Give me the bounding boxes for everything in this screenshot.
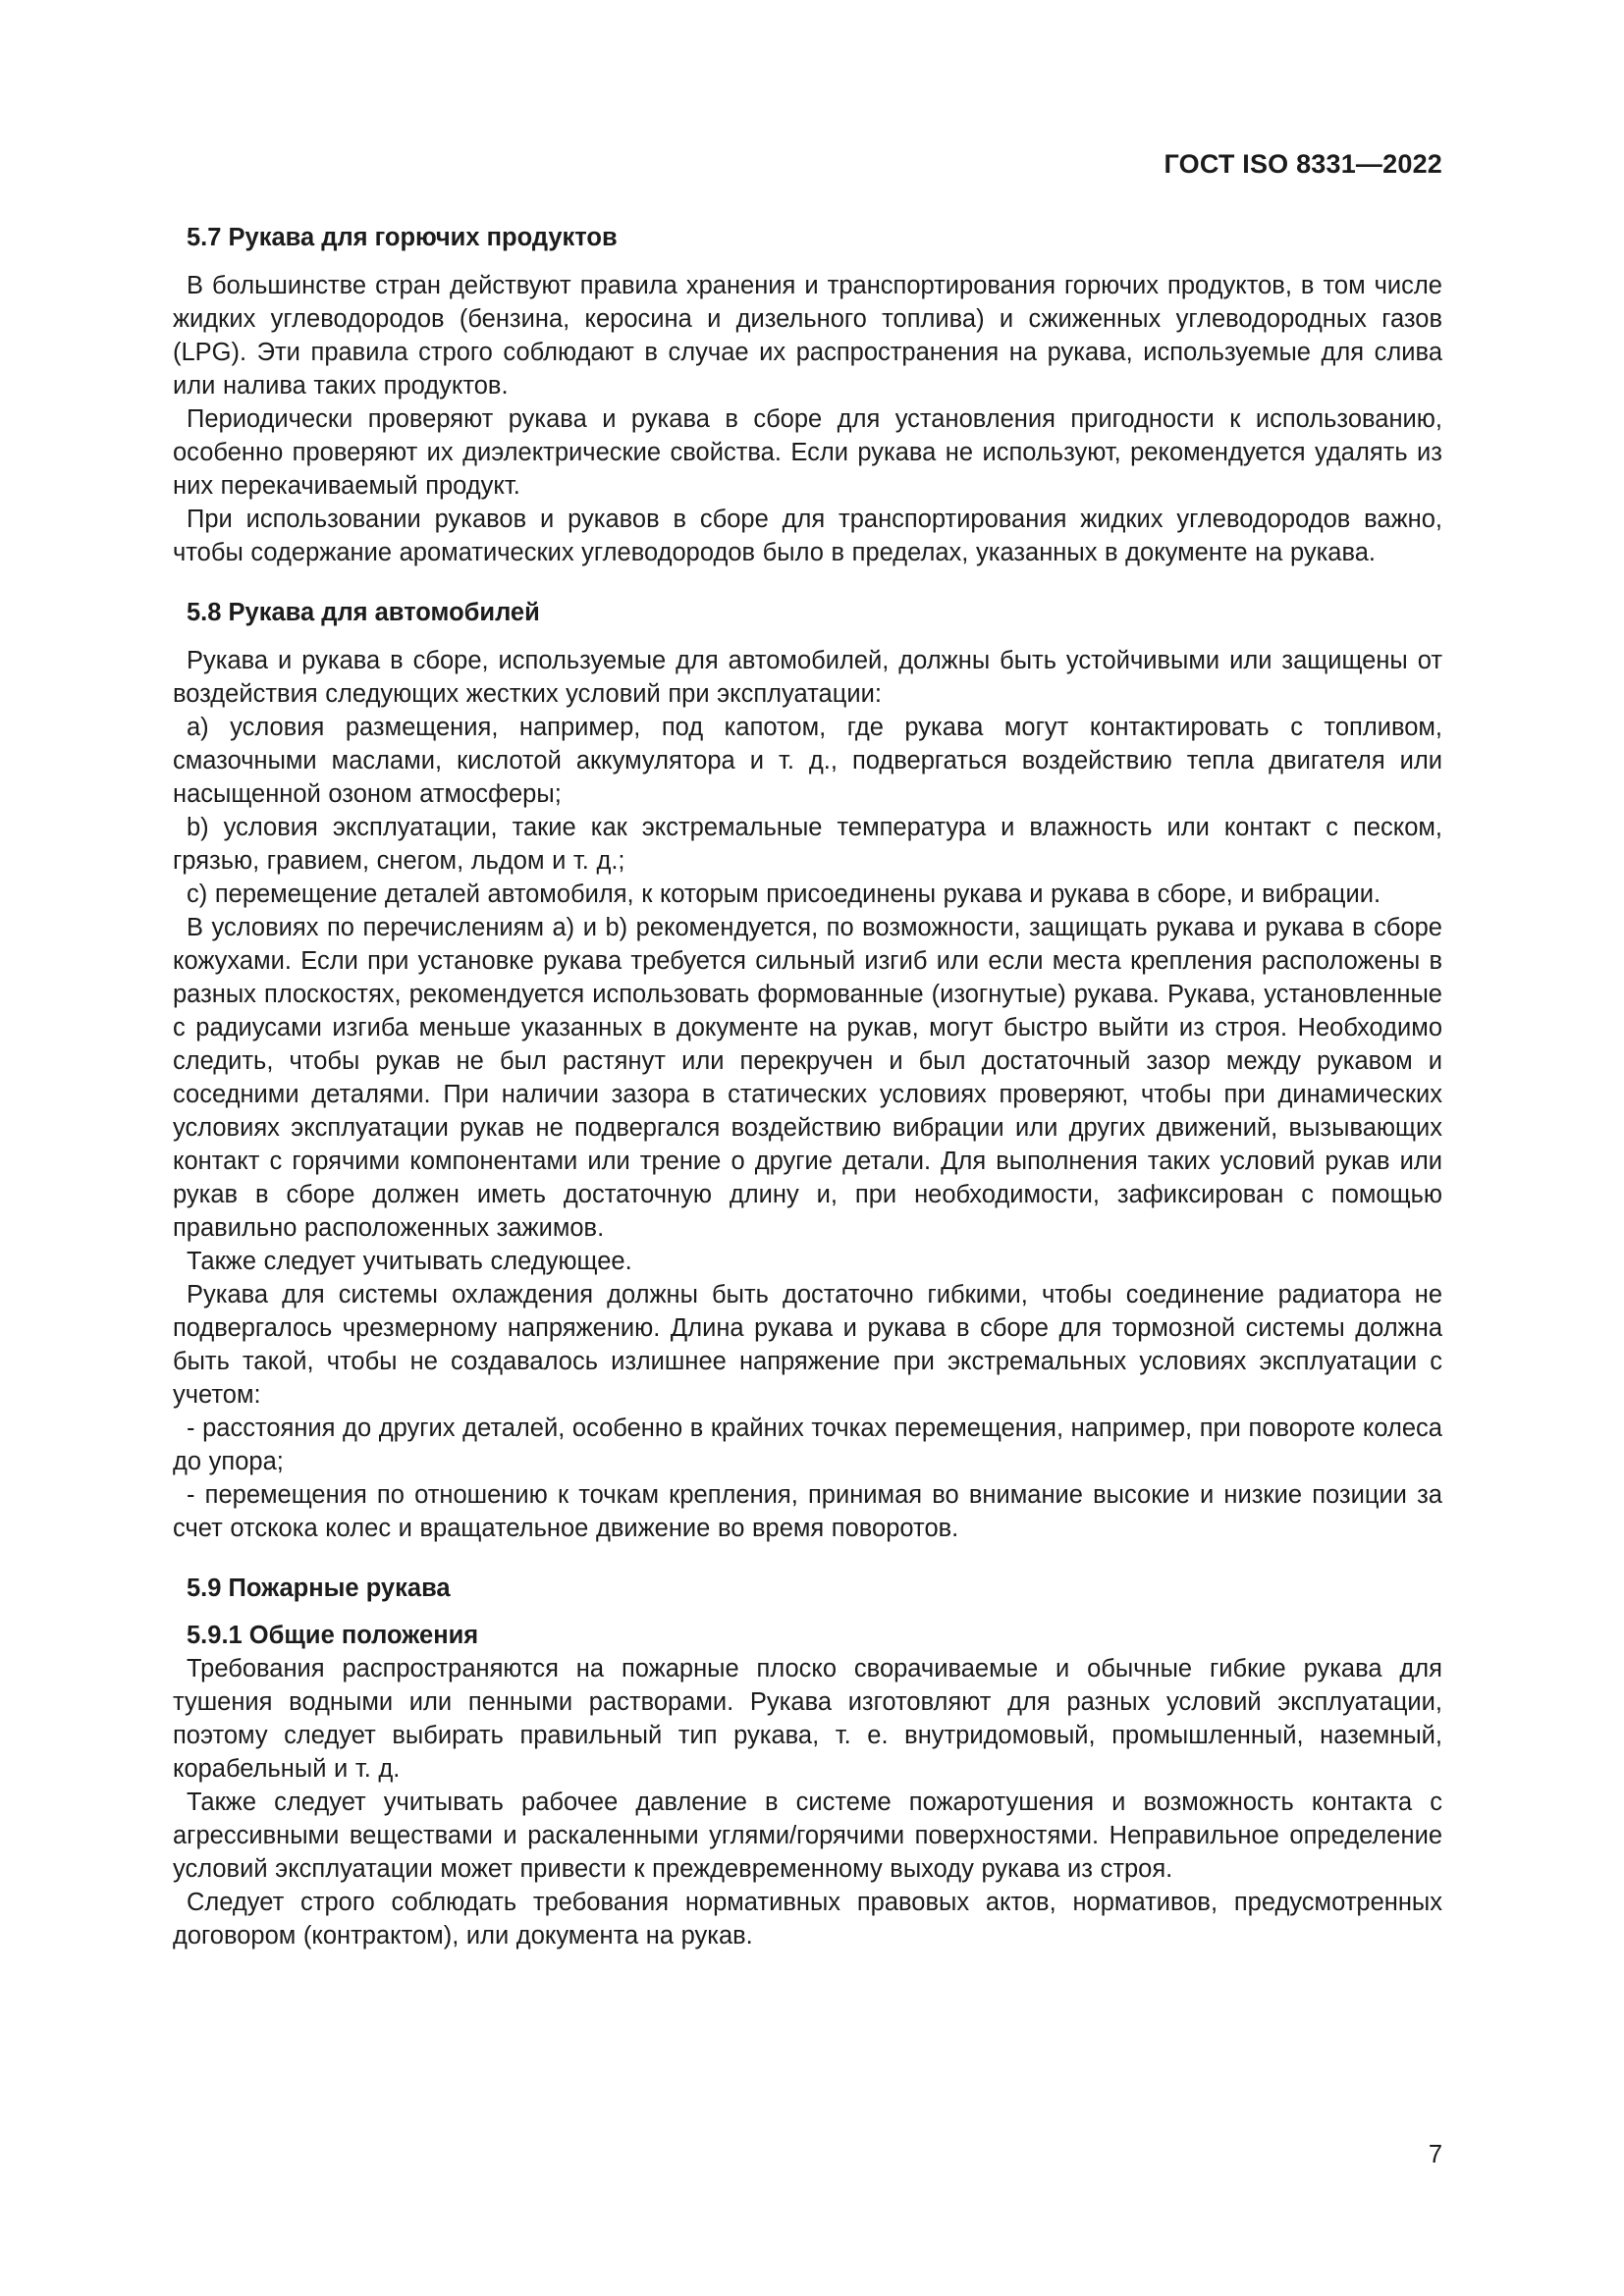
page-content: [173, 221, 1442, 1952]
subsection-heading-5-9-1: 5.9.1 Общие положения: [187, 1622, 479, 1649]
list-item: - расстояния до других деталей, особенно в крайних точках перемещения, например, при повороте колеса до упора;: [173, 1415, 1442, 1475]
section-heading-5-8: 5.8 Рукава для автомобилей: [187, 599, 540, 626]
paragraph: Требования распространяются на пожарные плоско сворачиваемые и обычные гибкие рукава для тушения водными или пенными растворами. Рукава изготовляют для разных условий эксплуатации, поэтому следует выбирать правильный тип рукава, т. е. внутридомовый, промышленный, наземный, корабельный и т. д.: [173, 1655, 1442, 1783]
list-item: b) условия эксплуатации, такие как экстремальные температура и влажность или контакт с песком, грязью, гравием, снегом, льдом и т. д.;: [173, 814, 1442, 875]
list-item: a) условия размещения, например, под капотом, где рукава могут контактировать с топливом, смазочными маслами, кислотой аккумулятора и т. д., подвергаться воздействию тепла двигателя или насыщенной озоном атмосферы;: [173, 714, 1442, 808]
paragraph: Рукава и рукава в сборе, используемые для автомобилей, должны быть устойчивыми или защищены от воздействия следующих жестких условий при эксплуатации:: [173, 647, 1442, 708]
paragraph: Также следует учитывать следующее.: [187, 1248, 632, 1275]
paragraph: Периодически проверяют рукава и рукава в сборе для установления пригодности к использованию, особенно проверяют их диэлектрические свойства. Если рукава не используют, рекомендуется удалять из них перекачиваемый продукт.: [173, 405, 1442, 500]
paragraph: Рукава для системы охлаждения должны быть достаточно гибкими, чтобы соединение радиатора не подвергалось чрезмерному напряжению. Длина рукава и рукава в сборе для тормозной системы должна быть такой, чтобы не создавалось излишнее напряжение при экстремальных условиях эксплуатации с учетом:: [173, 1281, 1442, 1409]
document-code: ГОСТ ISO 8331—2022: [1164, 149, 1442, 179]
section-heading-5-7: 5.7 Рукава для горючих продуктов: [187, 224, 618, 251]
paragraph: В условиях по перечислениям a) и b) рекомендуется, по возможности, защищать рукава и рукава в сборе кожухами. Если при установке рукава требуется сильный изгиб или если места крепления расположены в разных плоскостях, рекомендуется использовать формованные (изогнутые) рукава. Рукава, установленные с радиусами изгиба меньше указанных в документе на рукав, могут быстро выйти из строя. Необходимо следить, чтобы рукав не был растянут или перекручен и был достаточный зазор между рукавом и соседними деталями. При наличии зазора в статических условиях проверяют, чтобы при динамических условиях эксплуатации рукав не подвергался воздействию вибрации или других движений, вызывающих контакт с горячими компонентами или трение о другие детали. Для выполнения таких условий рукав или рукав в сборе должен иметь достаточную длину и, при необходимости, зафиксирован с помощью правильно расположенных зажимов.: [173, 914, 1442, 1242]
page-number: 7: [1428, 2141, 1442, 2168]
paragraph: При использовании рукавов и рукавов в сборе для транспортирования жидких углеводородов важно, чтобы содержание ароматических углеводородов было в пределах, указанных в документе на рукава.: [173, 506, 1442, 566]
list-item: - перемещения по отношению к точкам крепления, принимая во внимание высокие и низкие позиции за счет отскока колес и вращательное движение во время поворотов.: [173, 1481, 1442, 1542]
paragraph: В большинстве стран действуют правила хранения и транспортирования горючих продуктов, в том числе жидких углеводородов (бензина, керосина и дизельного топлива) и сжиженных углеводородных газов (LPG). Эти правила строго соблюдают в случае их распространения на рукава, используемые для слива или налива таких продуктов.: [173, 272, 1442, 400]
list-item: c) перемещение деталей автомобиля, к которым присоединены рукава и рукава в сборе, и вибрации.: [187, 881, 1381, 908]
section-heading-5-9: 5.9 Пожарные рукава: [187, 1575, 451, 1602]
paragraph: Также следует учитывать рабочее давление в системе пожаротушения и возможность контакта с агрессивными веществами и раскаленными углями/горячими поверхностями. Неправильное определение условий эксплуатации может привести к преждевременному выходу рукава из строя.: [173, 1789, 1442, 1883]
paragraph: Следует строго соблюдать требования нормативных правовых актов, нормативов, предусмотренных договором (контрактом), или документа на рукав.: [173, 1889, 1442, 1949]
